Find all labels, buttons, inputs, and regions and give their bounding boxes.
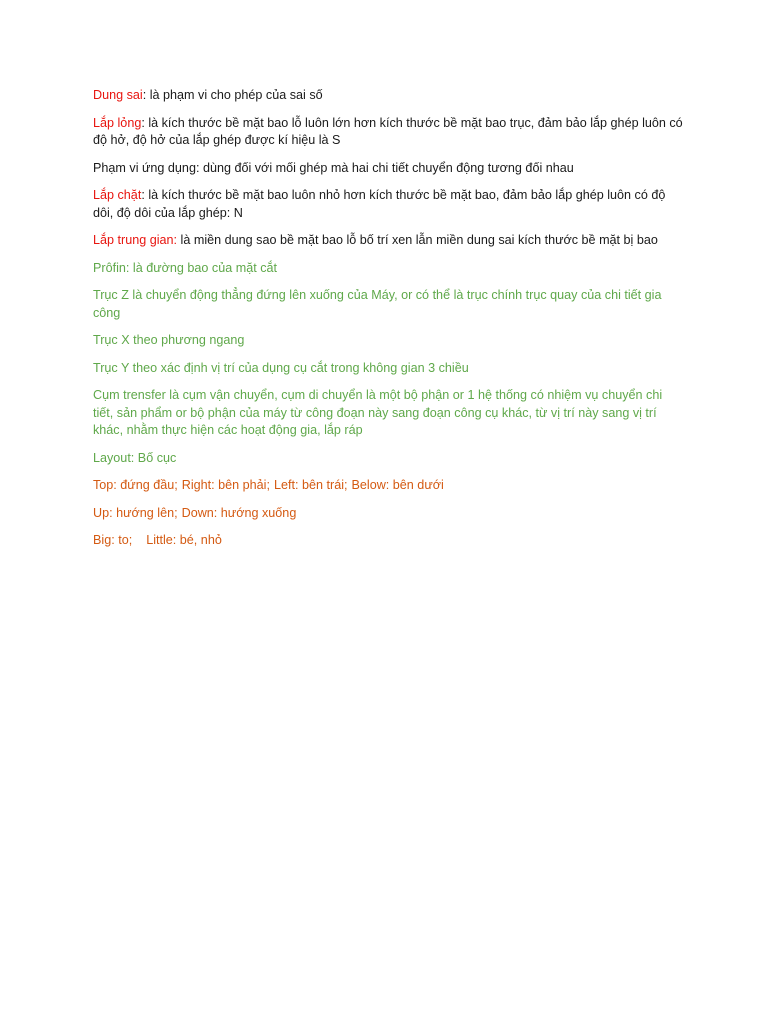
- paragraph-lap-long: [93, 115, 683, 150]
- definition-lap-long: : là kích thước bề mặt bao lỗ luôn lớn hơn kích thước bề mặt bao trục, đảm bảo lắp ghép luôn có độ hở, độ hở của lắp ghép được kí hiệu là S: [93, 115, 683, 147]
- term-lap-chat: Lắp chặt: [93, 188, 142, 202]
- vocab-little: Little: bé, nhỏ: [146, 533, 222, 547]
- paragraph-pham-vi-ung-dung: Phạm vi ứng dụng: dùng đối với mối ghép mà hai chi tiết chuyển động tương đối nhau: [93, 160, 574, 175]
- paragraph-directions: [93, 477, 683, 495]
- vocab-below: Below: bên dưới: [351, 478, 444, 492]
- definition-dung-sai: : là phạm vi cho phép của sai số: [142, 88, 323, 102]
- paragraph-truc-y: Trục Y theo xác định vị trí của dụng cụ cắt trong không gian 3 chiều: [93, 360, 469, 375]
- vocab-big: Big: to;: [93, 533, 133, 547]
- paragraph-dung-sai: [93, 87, 683, 105]
- document-page: [93, 87, 683, 560]
- vocab-top: Top: đứng đầu;: [93, 478, 178, 492]
- paragraph-truc-x: Trục X theo phương ngang: [93, 333, 245, 347]
- paragraph-up-down: [93, 505, 683, 523]
- paragraph-layout: Layout: Bố cục: [93, 450, 177, 465]
- vocab-up: Up: hướng lên;: [93, 505, 178, 520]
- term-dung-sai: Dung sai: [93, 88, 143, 102]
- term-lap-trung-gian: Lắp trung gian:: [93, 233, 178, 247]
- term-lap-long: Lắp lỏng: [93, 115, 142, 130]
- vocab-down: Down: hướng xuống: [181, 505, 297, 520]
- paragraph-truc-z: Trục Z là chuyển động thẳng đứng lên xuống của Máy, or có thể là trục chính trục quay của chi tiết gia công: [93, 288, 662, 320]
- vocab-left: Left: bên trái;: [273, 478, 348, 492]
- vocab-right: Right: bên phải;: [181, 478, 270, 492]
- paragraph-big-little: [93, 532, 683, 550]
- paragraph-lap-trung-gian: [93, 232, 683, 250]
- paragraph-lap-chat: [93, 187, 683, 222]
- paragraph-profin: Prôfin: là đường bao của mặt cắt: [93, 260, 278, 275]
- definition-lap-trung-gian: là miền dung sao bề mặt bao lỗ bố trí xen lẫn miền dung sai kích thước bề mặt bị bao: [177, 233, 658, 247]
- paragraph-cum-transfer: Cụm trensfer là cụm vận chuyển, cụm di chuyển là một bộ phận or 1 hệ thống có nhiệm vụ chuyển chi tiết, sản phẩm or bộ phận của máy từ công đoạn này sang đoạn công cụ khác, từ vị trí này sang vị trí khác, nhằm thực hiện các hoạt động gia, lắp ráp: [93, 388, 663, 437]
- definition-lap-chat: : là kích thước bề mặt bao luôn nhỏ hơn kích thước bề mặt bao, đảm bảo lắp ghép luôn có độ dôi, độ dôi của lắp ghép: N: [93, 188, 666, 220]
